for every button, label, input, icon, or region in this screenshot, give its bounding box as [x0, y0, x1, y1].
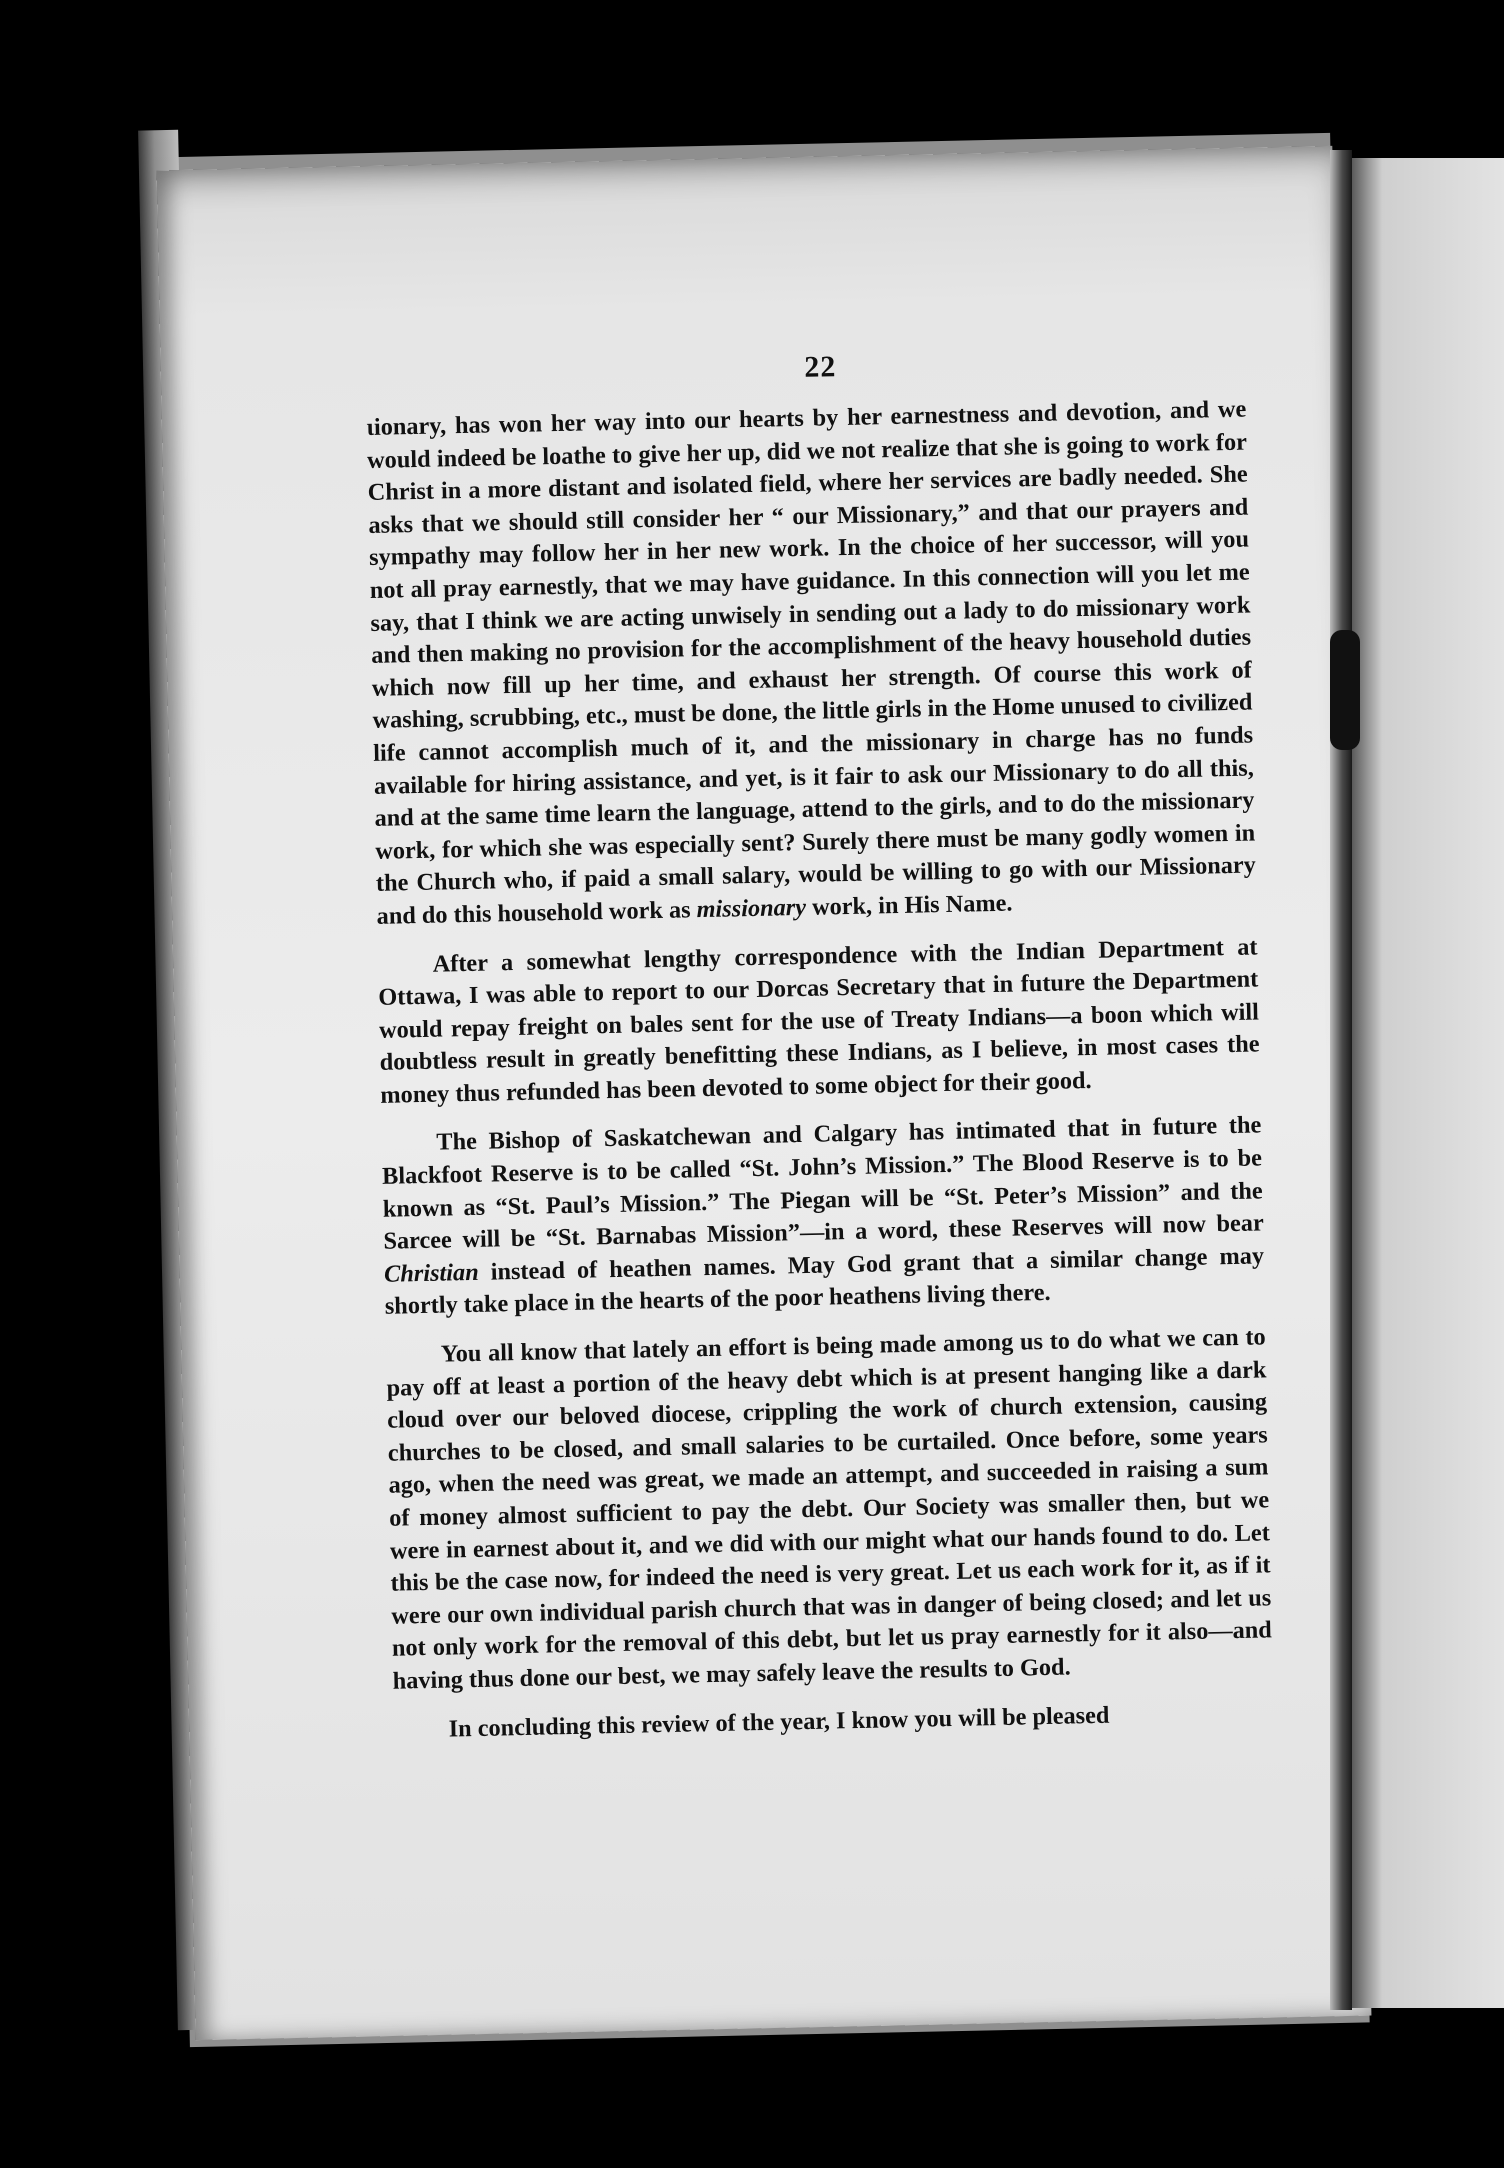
- paragraph-2: After a somewhat lengthy correspondence with the Indian Department at Ottawa, I was able to report to our Dorcas Secretary that in future the Department would repay freight on bales sent for the use of Treaty Indians—a boon which will doubtless result in greatly benefitting these Indians, as I believe, in most cases the money thus refunded has been devoted to some object for their good.: [378, 932, 1260, 1109]
- paragraph-1-text: ɩionary, has won her way into our hearts by her earnestness and devotion, and we would indeed be loathe to give her up, did we not realize that she is going to work for Christ in a more distant and isolated field, where her services are badly needed. She asks that we should still consider her “ our Missionary,” and that our prayers and sympathy may follow her in her new work. In the choice of her successor, will you not all pray earnestly, that we may have guidance. In this connection will you let me say, that I think we are acting unwisely in sending out a lady to do missionary work and then making no provision for the accomplishment of the heavy household duties which now fill up her time, and exhaust her strength. Of course this work of washing, scrubbing, etc., must be done, the little girls in the Home unused to civilized life cannot accomplish much of it, and the missionary in charge has no funds available for hiring assistance, and yet, is it fair to ask our Missionary to do all this, and at the same time learn the language, attend to the girls, and to do the missionary work, for which she was especially sent? Surely there must be many godly women in the Church who, if paid a small salary, would be willing to go with our Missionary and do this household work as: [366, 395, 1257, 930]
- paragraph-1-italic: missionary: [696, 893, 807, 924]
- page-number: 22: [803, 350, 837, 384]
- paragraph-1-tail: work, in His Name.: [811, 889, 1013, 921]
- paragraph-3-text: The Bishop of Saskatchewan and Calgary has intimated that in future the Blackfoot Reserve is to be called “St. John’s Mission.” The Blood Reserve is to be known as “St. Paul’s Mission.” The Piegan will be “St. Peter’s Mission” and the Sarcee will be “St. Barnabas Mission”—in a word, these Reserves will now bear: [381, 1111, 1264, 1256]
- paragraph-5: In concluding this review of the year, I know you will be pleased: [448, 1701, 1110, 1743]
- binding-mark: [1330, 630, 1360, 750]
- book-gutter: [1330, 150, 1352, 2010]
- paragraph-4: You all know that lately an effort is being made among us to do what we can to pay off at least a portion of the heavy debt which is at present hanging like a dark cloud over our beloved diocese, crippling the work of church extension, causing churches to be closed, and small salaries to be curtailed. Once before, some years ago, when the need was great, we made an attempt, and succeeded in raising a sum of money almost sufficient to pay the debt. Our Society was smaller then, but we were in earnest about it, and we did with our might what our hands found to do. Let this be the case now, for indeed the need is very great. Let us each work for it, as if it were our own individual parish church that was in danger of being closed; and let us not only work for the removal of this debt, but let us pray earnestly for it also—and having thus done our best, we may safely leave the results to God.: [386, 1323, 1273, 1695]
- paragraph-3-italic: Christian: [383, 1258, 479, 1288]
- paragraph-3-tail: instead of heathen names. May God grant that a similar change may shortly take place in the hearts of the poor heathens living there.: [384, 1242, 1265, 1321]
- paragraph-1: [366, 394, 1257, 934]
- paragraph-3: [381, 1110, 1265, 1324]
- facing-page-edge: [1352, 158, 1504, 2008]
- page-content: [365, 342, 1274, 1763]
